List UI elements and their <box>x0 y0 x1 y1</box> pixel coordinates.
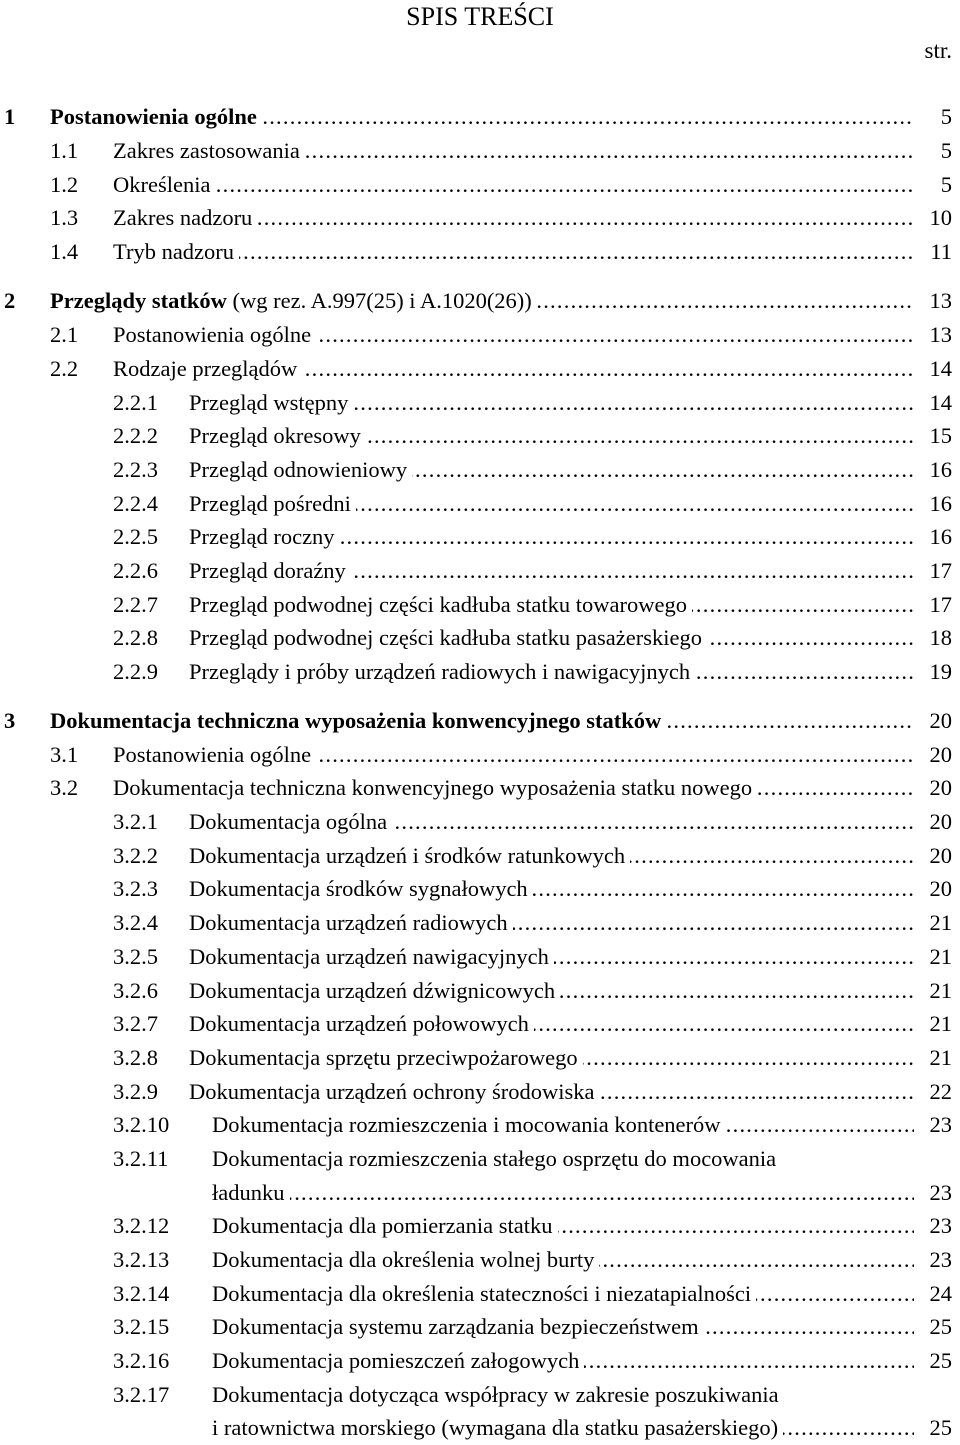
toc-entry-title <box>212 1281 756 1306</box>
toc-entry-title-wrap <box>212 1108 914 1142</box>
toc-entry-page: 23 <box>929 1213 952 1238</box>
toc-entry-title-text: Dokumentacja pomieszczeń załogowych <box>212 1348 580 1373</box>
toc-entry-page: 13 <box>929 288 952 313</box>
toc-entry-number: 2.2.3 <box>113 457 158 482</box>
toc-entry-title-wrap <box>113 168 914 202</box>
toc-entry-title-text: Dokumentacja dla określenia stateczności i niezatapialności <box>212 1281 752 1306</box>
toc-entry-title <box>113 239 239 264</box>
toc-entry[interactable] <box>0 318 960 352</box>
toc-entry-number: 3.2.13 <box>113 1247 170 1272</box>
toc-entry-title <box>189 1045 583 1070</box>
toc-entry-title-text: i ratownictwa morskiego (wymagana dla statku pasażerskiego) <box>212 1415 779 1440</box>
toc-entry[interactable] <box>0 520 960 554</box>
toc-entry[interactable] <box>0 906 960 940</box>
toc-entry-page: 25 <box>929 1415 952 1440</box>
toc-entry-page: 25 <box>929 1348 952 1373</box>
toc-entry-title <box>212 1146 781 1171</box>
toc-entry-title-wrap <box>189 974 914 1008</box>
toc-entry-title-text: Dokumentacja rozmieszczenia i mocowania kontenerów <box>212 1112 721 1137</box>
toc-entry-title-wrap <box>113 771 914 805</box>
toc-entry[interactable] <box>0 655 960 689</box>
toc-entry-title-wrap <box>50 100 914 134</box>
toc-entry-title-wrap <box>189 655 914 689</box>
toc-entry-title-wrap <box>113 134 914 168</box>
toc-entry-page: 22 <box>929 1079 952 1104</box>
toc-entry-title-text: ładunku <box>212 1180 285 1205</box>
toc-entry[interactable] <box>0 554 960 588</box>
toc-entry-number: 3.2.10 <box>113 1112 170 1137</box>
toc-entry-title <box>189 876 533 901</box>
toc-entry-page: 5 <box>940 172 952 197</box>
toc-entry[interactable] <box>0 201 960 235</box>
toc-entry-title-text: Postanowienia ogólne <box>113 742 312 767</box>
toc-entry-title <box>212 1213 558 1238</box>
toc-entry-number: 1.3 <box>50 205 79 230</box>
toc-entry-number: 3.2.7 <box>113 1011 158 1036</box>
toc-entry-title-text: Przegląd okresowy <box>189 423 361 448</box>
toc-entry-page: 23 <box>929 1247 952 1272</box>
toc-entry-page: 20 <box>929 809 952 834</box>
toc-entry-title-text: Dokumentacja sprzętu przeciwpożarowego <box>189 1045 578 1070</box>
toc-entry-page: 14 <box>929 356 952 381</box>
toc-entry-number: 2.2.1 <box>113 390 158 415</box>
toc-entry-title-text: Przegląd doraźny <box>189 558 346 583</box>
toc-entry[interactable] <box>0 771 960 805</box>
toc-entry[interactable] <box>0 1310 960 1344</box>
toc-entry-title-wrap <box>189 940 914 974</box>
toc-entry[interactable] <box>0 1075 960 1109</box>
page-column-label: str. <box>924 38 952 63</box>
toc-entry-page: 24 <box>929 1281 952 1306</box>
toc-entry-page: 23 <box>929 1180 952 1205</box>
toc-entry-number: 3.2 <box>50 775 79 800</box>
toc-entry-title-text: Przegląd pośredni <box>189 491 351 516</box>
toc-entry-title-text: Dokumentacja dla pomierzania statku <box>212 1213 553 1238</box>
toc-entry-page: 20 <box>929 876 952 901</box>
toc-entry-page: 21 <box>929 910 952 935</box>
toc-entry-page: 16 <box>929 457 952 482</box>
toc-entry-page: 20 <box>929 708 952 733</box>
toc-entry-title-wrap <box>50 284 914 318</box>
toc-entry-title <box>189 558 351 583</box>
toc-entry-title-text: Dokumentacja dotycząca współpracy w zakresie poszukiwania <box>212 1382 779 1407</box>
toc-entry-title-text: Zakres nadzoru <box>113 205 253 230</box>
toc-entry-number: 1 <box>4 104 16 129</box>
toc-entry[interactable] <box>0 352 960 386</box>
toc-entry[interactable] <box>0 1209 960 1243</box>
toc-entry-title-suffix: (wg rez. A.997(25) i A.1020(26)) <box>226 288 532 313</box>
toc-entry[interactable] <box>0 704 960 738</box>
toc-entry-number: 3.2.3 <box>113 876 158 901</box>
toc-entry-number: 2.2.8 <box>113 625 158 650</box>
toc-entry-title <box>113 742 316 767</box>
toc-entry-title-wrap <box>212 1277 914 1311</box>
toc-entry-title <box>189 390 353 415</box>
toc-entry-title-wrap <box>189 554 914 588</box>
toc-entry[interactable] <box>0 100 960 134</box>
toc-entry-title <box>113 138 305 163</box>
toc-entry-number: 3.2.8 <box>113 1045 158 1070</box>
toc-entry[interactable] <box>0 974 960 1008</box>
toc-entry-title-wrap <box>113 201 914 235</box>
toc-entry-title-text: Przegląd roczny <box>189 524 335 549</box>
toc-entry-page: 19 <box>929 659 952 684</box>
toc-entry-page: 18 <box>929 625 952 650</box>
toc-entry-title-text: Dokumentacja rozmieszczenia stałego osprzętu do mocowania <box>212 1146 777 1171</box>
toc-entry-title <box>50 288 537 313</box>
toc-entry-title-wrap <box>189 839 914 873</box>
toc-entry-title <box>113 172 215 197</box>
toc-entry-page: 11 <box>930 239 952 264</box>
toc-entry-page: 17 <box>929 592 952 617</box>
toc-entry-title <box>113 775 757 800</box>
toc-entry-title-wrap <box>113 738 914 772</box>
toc-entry-number: 3.2.6 <box>113 978 158 1003</box>
toc-entry-title <box>189 978 560 1003</box>
toc-entry-number: 3.2.11 <box>113 1146 169 1171</box>
toc-entry-title-text: Dokumentacja techniczna wyposażenia konwencyjnego statków <box>50 708 662 733</box>
toc-entry-number: 3.1 <box>50 742 79 767</box>
toc-entry-page: 25 <box>929 1314 952 1339</box>
toc-entry-title <box>189 910 513 935</box>
toc-entry-page: 5 <box>940 138 952 163</box>
toc-entry-title <box>189 1079 599 1104</box>
toc-entry-page: 17 <box>929 558 952 583</box>
toc-entry-number: 3 <box>4 708 16 733</box>
toc-entry-title <box>189 843 630 868</box>
toc-entry-number: 2.2.5 <box>113 524 158 549</box>
toc-entry-page: 15 <box>929 423 952 448</box>
toc-entry[interactable] <box>0 284 960 318</box>
toc-entry[interactable] <box>0 872 960 906</box>
toc-entry-title <box>189 524 340 549</box>
toc-entry-page: 16 <box>929 491 952 516</box>
toc-entry-title-wrap <box>113 318 914 352</box>
toc-entry-title <box>189 625 707 650</box>
toc-entry-title-wrap <box>189 419 914 453</box>
toc-entry-title-wrap <box>189 906 914 940</box>
toc-entry-page: 13 <box>929 322 952 347</box>
toc-entry-title-text: Przegląd podwodnej części kadłuba statku towarowego <box>189 592 687 617</box>
toc-entry-number: 3.2.14 <box>113 1281 170 1306</box>
toc-entry-title-wrap <box>189 1041 914 1075</box>
toc-entry-number: 2.2.6 <box>113 558 158 583</box>
toc-entry[interactable] <box>0 1142 960 1176</box>
toc-entry-title-wrap <box>113 352 914 386</box>
toc-entry-title-wrap <box>189 621 914 655</box>
toc-entry-title-text: Przeglądy i próby urządzeń radiowych i nawigacyjnych <box>189 659 691 684</box>
toc-entry-title-wrap <box>212 1344 914 1378</box>
toc-entry[interactable] <box>0 419 960 453</box>
toc-entry-title <box>189 809 392 834</box>
toc-entry-title-wrap <box>189 872 914 906</box>
toc-entry-title <box>212 1348 584 1373</box>
toc-entry-page: 10 <box>929 205 952 230</box>
toc-entry-number: 1.4 <box>50 239 79 264</box>
toc-entry-page: 21 <box>929 1045 952 1070</box>
toc-entry[interactable] <box>0 588 960 622</box>
toc-entry-title <box>189 1011 534 1036</box>
toc-entry-number: 3.2.15 <box>113 1314 170 1339</box>
toc-entry-title-text: Rodzaje przeglądów <box>113 356 298 381</box>
toc-entry-page: 21 <box>929 944 952 969</box>
toc-entry[interactable] <box>0 1176 960 1210</box>
toc-entry-number: 3.2.16 <box>113 1348 170 1373</box>
toc-entry-title-wrap <box>113 235 914 269</box>
toc-entry-title <box>212 1314 704 1339</box>
toc-entry[interactable] <box>0 487 960 521</box>
toc-entry-title-wrap <box>212 1142 880 1176</box>
toc-entry-number: 2.2.2 <box>113 423 158 448</box>
toc-entry-number: 3.2.5 <box>113 944 158 969</box>
toc-entry-title <box>189 457 412 482</box>
toc-entry-title-text: Przegląd wstępny <box>189 390 349 415</box>
toc-entry[interactable] <box>0 168 960 202</box>
toc-entry-title-wrap <box>212 1243 914 1277</box>
toc-entry-page: 5 <box>940 104 952 129</box>
toc-entry[interactable] <box>0 1041 960 1075</box>
toc-entry-page: 21 <box>929 1011 952 1036</box>
toc-entry-title-wrap <box>50 704 914 738</box>
toc-entry-title-text: Dokumentacja ogólna <box>189 809 388 834</box>
toc-entry-title-wrap <box>212 1378 880 1412</box>
toc-entry-number: 2.1 <box>50 322 79 347</box>
toc-entry-title-wrap <box>189 386 914 420</box>
toc-entry-title-text: Określenia <box>113 172 211 197</box>
toc-entry-title-text: Dokumentacja urządzeń radiowych <box>189 910 508 935</box>
toc-entry-title <box>113 322 316 347</box>
toc-entry-title <box>212 1415 783 1440</box>
toc-entry-title-text: Dokumentacja systemu zarządzania bezpieczeństwem <box>212 1314 699 1339</box>
toc-entry-title-wrap <box>212 1411 914 1445</box>
toc-entry-page: 20 <box>929 843 952 868</box>
toc-entry[interactable] <box>0 621 960 655</box>
toc-entry-title <box>189 944 554 969</box>
toc-entry-number: 3.2.1 <box>113 809 158 834</box>
toc-entry-title <box>212 1180 290 1205</box>
toc-entry-number: 3.2.2 <box>113 843 158 868</box>
toc-entry[interactable] <box>0 805 960 839</box>
toc-entry-number: 1.1 <box>50 138 79 163</box>
toc-entry-title-wrap <box>212 1209 914 1243</box>
toc-entry-title-text: Dokumentacja środków sygnałowych <box>189 876 528 901</box>
toc-entry-title-wrap <box>189 453 914 487</box>
toc-entry-title-wrap <box>212 1176 914 1210</box>
toc-entry-number: 2.2.7 <box>113 592 158 617</box>
toc-entry-title <box>189 423 366 448</box>
toc-entry[interactable] <box>0 453 960 487</box>
toc-entry-number: 2.2 <box>50 356 79 381</box>
toc-entry-title-text: Przeglądy statków <box>50 288 227 313</box>
page-title: SPIS TREŚCI <box>406 2 554 31</box>
toc-entry-title-text: Postanowienia ogólne <box>113 322 312 347</box>
toc-entry-title-text: Zakres zastosowania <box>113 138 300 163</box>
toc-entry[interactable] <box>0 235 960 269</box>
toc-entry[interactable] <box>0 1007 960 1041</box>
toc-entry-title <box>212 1112 726 1137</box>
toc-entry-page: 23 <box>929 1112 952 1137</box>
toc-entry-number: 3.2.17 <box>113 1382 170 1407</box>
toc-entry-page: 16 <box>929 524 952 549</box>
toc-entry-title-text: Przegląd odnowieniowy <box>189 457 408 482</box>
toc-entry-title-text: Dokumentacja urządzeń dźwignicowych <box>189 978 556 1003</box>
toc-entry[interactable] <box>0 134 960 168</box>
toc-entry-number: 2.2.4 <box>113 491 158 516</box>
toc-entry-number: 2 <box>4 288 16 313</box>
toc-entry[interactable] <box>0 1344 960 1378</box>
toc-entry-title <box>212 1382 784 1407</box>
toc-entry-title <box>50 708 666 733</box>
toc-entry-title-text: Dokumentacja urządzeń połowowych <box>189 1011 529 1036</box>
toc-entry-title <box>50 104 262 129</box>
toc-entry-number: 2.2.9 <box>113 659 158 684</box>
toc-entry-title-wrap <box>212 1310 914 1344</box>
toc-entry[interactable] <box>0 1378 960 1412</box>
toc-entry-title-wrap <box>189 520 914 554</box>
toc-entry-title <box>189 592 692 617</box>
toc-entry-title <box>212 1247 599 1272</box>
toc-entry-title-text: Przegląd podwodnej części kadłuba statku pasażerskiego <box>189 625 702 650</box>
toc-entry[interactable] <box>0 1277 960 1311</box>
toc-entry-number: 3.2.12 <box>113 1213 170 1238</box>
toc-entry-title <box>189 491 356 516</box>
toc-entry-title-text: Dokumentacja dla określenia wolnej burty <box>212 1247 595 1272</box>
toc-entry[interactable] <box>0 839 960 873</box>
toc-entry[interactable] <box>0 1243 960 1277</box>
toc-entry[interactable] <box>0 386 960 420</box>
toc-entry-title-text: Dokumentacja urządzeń ochrony środowiska <box>189 1079 595 1104</box>
toc-entry[interactable] <box>0 738 960 772</box>
toc-entry-title-text: Tryb nadzoru <box>113 239 235 264</box>
toc-entry[interactable] <box>0 1411 960 1445</box>
toc-entry-page: 20 <box>929 775 952 800</box>
toc-entry-title-wrap <box>189 1007 914 1041</box>
toc-entry-number: 3.2.4 <box>113 910 158 935</box>
toc-entry-title-wrap <box>189 1075 914 1109</box>
toc-entry-title-wrap <box>189 588 914 622</box>
toc-entry-title <box>113 356 302 381</box>
toc-entry[interactable] <box>0 1108 960 1142</box>
toc-entry[interactable] <box>0 940 960 974</box>
toc-entry-page: 14 <box>929 390 952 415</box>
toc-entry-page: 21 <box>929 978 952 1003</box>
toc-entry-title <box>113 205 257 230</box>
toc-entry-page: 20 <box>929 742 952 767</box>
toc-entry-title-text: Postanowienia ogólne <box>50 104 257 129</box>
toc-entry-title-wrap <box>189 487 914 521</box>
toc-entry-title-text: Dokumentacja techniczna konwencyjnego wyposażenia statku nowego <box>113 775 753 800</box>
toc-entry-title-text: Dokumentacja urządzeń i środków ratunkowych <box>189 843 626 868</box>
toc-entry-number: 1.2 <box>50 172 79 197</box>
toc-entry-title-text: Dokumentacja urządzeń nawigacyjnych <box>189 944 549 969</box>
toc-entry-title-wrap <box>189 805 914 839</box>
toc-entry-title <box>189 659 695 684</box>
toc-entry-number: 3.2.9 <box>113 1079 158 1104</box>
